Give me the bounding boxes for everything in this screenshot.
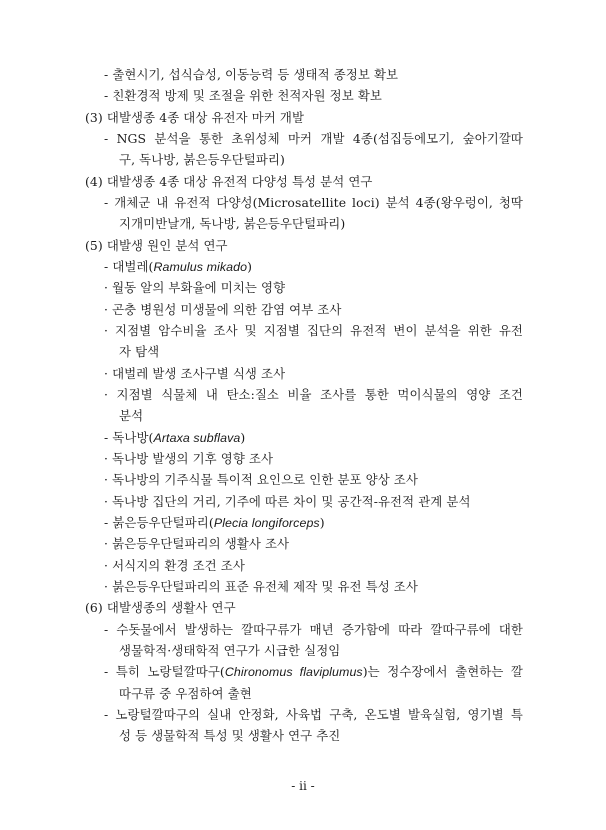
section-heading: (3) 대발생종 4종 대상 유전자 마커 개발 [85, 110, 305, 125]
scientific-name: Plecia longiforceps [213, 516, 320, 530]
bullet-line: · 곤충 병원성 미생물에 의한 감염 여부 조사 [104, 302, 342, 317]
species-line [104, 428, 245, 448]
species-prefix: - 붉은등우단털파리( [104, 515, 214, 530]
scientific-name: Chironomus flaviplumus [224, 665, 363, 679]
bullet-line: · 독나방 발생의 기후 영향 조사 [104, 451, 274, 466]
section-heading: (5) 대발생 원인 분석 연구 [85, 238, 228, 253]
species-line [104, 513, 325, 533]
scientific-name: Artaxa subflava [153, 431, 241, 445]
section-heading: (4) 대발생종 4종 대상 유전적 다양성 특성 분석 연구 [85, 174, 373, 189]
bullet-line: · 붉은등우단털파리의 표준 유전체 제작 및 유전 특성 조사 [104, 579, 418, 594]
text-line: 지개미반날개, 독나방, 붉은등우단털파리) [119, 216, 346, 231]
species-suffix: ) [247, 259, 253, 274]
text-line: - 출현시기, 섭식습성, 이동능력 등 생태적 종정보 확보 [104, 67, 399, 82]
text-line: - 개체군 내 유전적 다양성(Microsatellite loci) 분석 4종(왕우렁이, 청딱 [104, 195, 523, 210]
species-prefix: - 독나방( [104, 430, 154, 445]
species-line [104, 257, 252, 277]
bullet-line: · 서식지의 환경 조건 조사 [104, 558, 245, 573]
text-line: - NGS 분석을 통한 초위성체 마커 개발 4종(섬집등에모기, 숲아기깔따 [104, 131, 523, 146]
text-line: - 노랑털깔따구의 실내 안정화, 사육법 구축, 온도별 발육실험, 영기별 특 [104, 707, 523, 722]
text-line: - 친환경적 방제 및 조절을 위한 천적자원 정보 확보 [104, 88, 382, 103]
species-suffix: ) [319, 515, 325, 530]
page-number: - ii - [291, 779, 315, 793]
text-line: 자 탐색 [119, 344, 160, 359]
section-heading: (6) 대발생종의 생활사 연구 [85, 600, 236, 615]
bullet-line: · 독나방의 기주식물 특이적 요인으로 인한 분포 양상 조사 [104, 472, 418, 487]
bullet-line: · 지점별 식물체 내 탄소:질소 비율 조사를 통한 먹이식물의 영양 조건 [104, 387, 523, 402]
bullet-line: · 붉은등우단털파리의 생활사 조사 [104, 536, 290, 551]
species-line [104, 662, 523, 682]
text-line: 성 등 생물학적 특성 및 생활사 연구 추진 [119, 728, 341, 743]
text-line: 생물학적·생태학적 연구가 시급한 실정임 [119, 643, 341, 658]
species-suffix: ) [240, 430, 246, 445]
scientific-name: Ramulus mikado [153, 260, 248, 274]
text-line: 따구류 중 우점하여 출현 [119, 686, 252, 701]
species-prefix: - 특히 노랑털깔따구( [104, 664, 225, 679]
bullet-line: · 지점별 암수비율 조사 및 지점별 집단의 유전적 변이 분석을 위한 유전 [104, 323, 523, 338]
bullet-line: · 월동 알의 부화율에 미치는 영향 [104, 280, 286, 295]
bullet-line: · 대벌레 발생 조사구별 식생 조사 [104, 366, 286, 381]
text-line: 구, 독나방, 붉은등우단털파리) [119, 152, 285, 167]
text-line: 분석 [119, 408, 144, 423]
species-suffix: )는 정수장에서 출현하는 깔 [362, 664, 523, 679]
bullet-line: · 독나방 집단의 거리, 기주에 따른 차이 및 공간적-유전적 관계 분석 [104, 494, 471, 509]
text-line: - 수돗물에서 발생하는 깔따구류가 매년 증가함에 따라 깔따구류에 대한 [104, 622, 523, 637]
species-prefix: - 대벌레( [104, 259, 154, 274]
